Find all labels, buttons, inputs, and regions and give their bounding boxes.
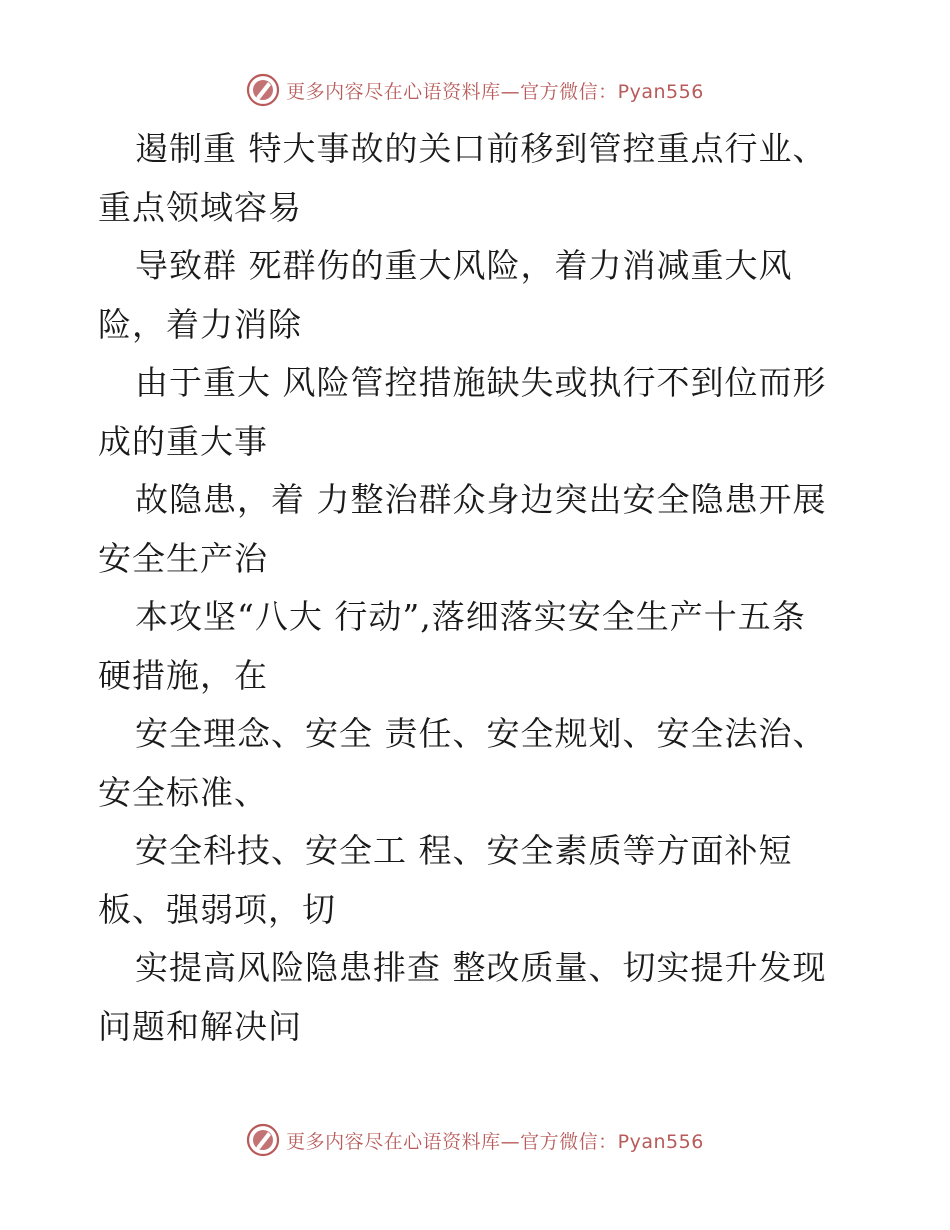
paragraph: [98, 354, 858, 471]
pen-nib-seal-icon: [246, 73, 280, 107]
paragraph-line: 本攻坚“八大 行动”,落细落实安全生产十五条: [135, 597, 806, 636]
pen-nib-seal-icon: [246, 1123, 280, 1157]
paragraph: [98, 939, 858, 1056]
footer-banner: [0, 1120, 950, 1160]
footer-banner-text: 更多内容尽在心语资料库—官方微信：Pyan556: [286, 1130, 704, 1153]
paragraph-line: 由于重大 风险管控措施缺失或执行不到位而形: [135, 363, 827, 402]
header-banner-text: 更多内容尽在心语资料库—官方微信：Pyan556: [286, 80, 704, 103]
paragraph-line: 实提高风险隐患排查 整改质量、切实提升发现: [135, 948, 827, 987]
paragraph-line: 安全理念、安全 责任、安全规划、安全法治、: [135, 714, 827, 753]
paragraph: [98, 120, 858, 237]
paragraph: [98, 471, 858, 588]
paragraph: [98, 705, 858, 822]
paragraph-line: 问题和解决问: [98, 1006, 302, 1046]
paragraph-line: 板、强弱项，切: [98, 889, 336, 929]
paragraph-line: 遏制重 特大事故的关口前移到管控重点行业、: [135, 129, 827, 168]
paragraph-line: 重点领域容易: [98, 187, 302, 227]
paragraph: [98, 822, 858, 939]
paragraph-line: 安全科技、安全工 程、安全素质等方面补短: [135, 831, 793, 870]
paragraph-line: 故隐患，着 力整治群众身边突出安全隐患开展: [135, 480, 827, 519]
paragraph-line: 成的重大事: [98, 421, 268, 461]
header-banner: [0, 70, 950, 110]
paragraph-line: 硬措施，在: [98, 655, 268, 695]
paragraph-line: 导致群 死群伤的重大风险，着力消减重大风: [135, 246, 793, 285]
paragraph-line: 安全标准、: [98, 772, 268, 812]
paragraph: [98, 588, 858, 705]
document-body: [98, 120, 858, 1056]
paragraph-line: 险，着力消除: [98, 304, 302, 344]
paragraph-line: 安全生产治: [98, 538, 268, 578]
paragraph: [98, 237, 858, 354]
